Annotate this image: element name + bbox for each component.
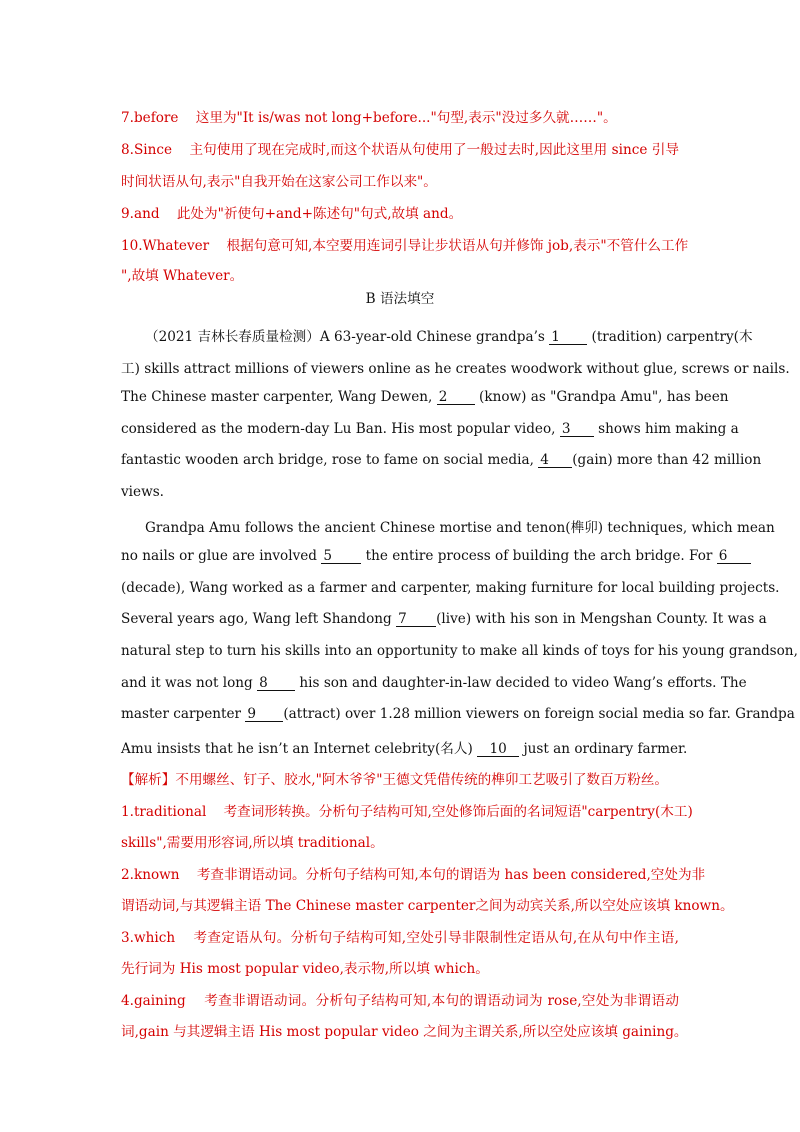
- analysis-item-4-line2: 词,gain 与其逻辑主语 His most popular video 之间为主谓关系,所以空处应该填 gaining。: [121, 1024, 688, 1040]
- blank-8: 8: [257, 676, 295, 691]
- passage-line: and it was not long 8 his son and daughter-in-law decided to video Wang’s efforts. The: [121, 675, 747, 691]
- answer-explanation: 这里为"It is/was not long+before..."句型,表示"没过多久就……"。: [195, 110, 617, 126]
- section-title: B 语法填空: [365, 291, 435, 307]
- analysis-item-1-line1: 1.traditional 考查词形转换。分析句子结构可知,空处修饰后面的名词短语"carpentry(木工): [121, 804, 693, 820]
- blank-6: 6: [717, 549, 751, 564]
- answer-explanation: 主句使用了现在完成时,而这个状语从句使用了一般过去时,因此这里用 since 引导: [189, 142, 679, 158]
- answer-10-line1: [121, 234, 689, 254]
- answer-number: 7.before: [121, 110, 179, 126]
- answer-10-line2: ",故填 Whatever。: [121, 268, 244, 284]
- passage-line: views.: [121, 484, 165, 500]
- passage-line: fantastic wooden arch bridge, rose to fame on social media, 4 (gain) more than 42 million: [121, 452, 762, 468]
- passage-line: master carpenter 9 (attract) over 1.28 million viewers on foreign social media so far. Grandpa: [121, 706, 795, 722]
- passage-line: 工) skills attract millions of viewers online as he creates woodwork without glue, screws or nails.: [121, 361, 790, 377]
- analysis-number: 4.gaining: [121, 993, 186, 1009]
- analysis-item-1-line2: skills",需要用形容词,所以填 traditional。: [121, 835, 384, 851]
- analysis-item-3-line2: 先行词为 His most popular video,表示物,所以填 which。: [121, 961, 489, 977]
- answer-number: 9.and: [121, 206, 160, 222]
- answer-7: [121, 106, 617, 126]
- passage-line: considered as the modern-day Lu Ban. His most popular video, 3 shows him making a: [121, 421, 739, 437]
- analysis-item-2-line2: 谓语动词,与其逻辑主语 The Chinese master carpenter之间为动宾关系,所以空处应该填 known。: [121, 898, 734, 914]
- answer-8-line1: [121, 138, 679, 158]
- passage-line: The Chinese master carpenter, Wang Dewen, 2 (know) as "Grandpa Amu", has been: [121, 389, 729, 405]
- blank-2: 2: [437, 390, 475, 405]
- answer-8-line2: 时间状语从句,表示"自我开始在这家公司工作以来"。: [121, 174, 437, 190]
- answer-explanation: 此处为"祈使句+and+陈述句"句式,故填 and。: [176, 206, 463, 222]
- analysis-summary: 【解析】不用螺丝、钉子、胶水,"阿木爷爷"王德文凭借传统的榫卯工艺吸引了数百万粉丝。: [121, 772, 668, 788]
- passage-line: no nails or glue are involved 5 the entire process of building the arch bridge. For 6: [121, 548, 679, 564]
- passage-line: （2021 吉林长春质量检测）A 63-year-old Chinese grandpa’s 1 (tradition) carpentry(木: [145, 329, 753, 345]
- blank-7: 7: [396, 612, 436, 627]
- answer-number: 8.Since: [121, 142, 173, 158]
- answer-explanation: 根据句意可知,本空要用连词引导让步状语从句并修饰 job,表示"不管什么工作: [226, 238, 689, 254]
- analysis-item-2-line1: 2.known 考查非谓语动词。分析句子结构可知,本句的谓语为 has been considered,空处为非: [121, 867, 706, 883]
- passage-line: Several years ago, Wang left Shandong 7 (live) with his son in Mengshan County. It was a: [121, 611, 767, 627]
- analysis-number: 3.which: [121, 930, 176, 946]
- analysis-number: 2.known: [121, 867, 180, 883]
- passage-line: (decade), Wang worked as a farmer and carpenter, making furniture for local building projects.: [121, 580, 780, 596]
- passage-line: natural step to turn his skills into an opportunity to make all kinds of toys for his young grandson,: [121, 643, 798, 659]
- blank-5: 5: [321, 549, 361, 564]
- blank-9: 9: [245, 707, 283, 722]
- analysis-number: 1.traditional: [121, 804, 207, 820]
- passage-line: Grandpa Amu follows the ancient Chinese mortise and tenon(榫卯) techniques, which mean: [145, 520, 775, 536]
- blank-4: 4: [538, 453, 572, 468]
- blank-1: 1: [549, 330, 587, 345]
- blank-3: 3: [560, 422, 594, 437]
- answer-number: 10.Whatever: [121, 238, 210, 254]
- blank-10: 10: [477, 742, 519, 757]
- analysis-item-4-line1: 4.gaining 考查非谓语动词。分析句子结构可知,本句的谓语动词为 rose,空处为非谓语动: [121, 993, 679, 1009]
- analysis-item-3-line1: 3.which 考查定语从句。分析句子结构可知,空处引导非限制性定语从句,在从句中作主语,: [121, 930, 679, 946]
- answer-9: [121, 202, 462, 222]
- passage-line: Amu insists that he isn’t an Internet celebrity(名人) 10 just an ordinary farmer.: [121, 741, 688, 757]
